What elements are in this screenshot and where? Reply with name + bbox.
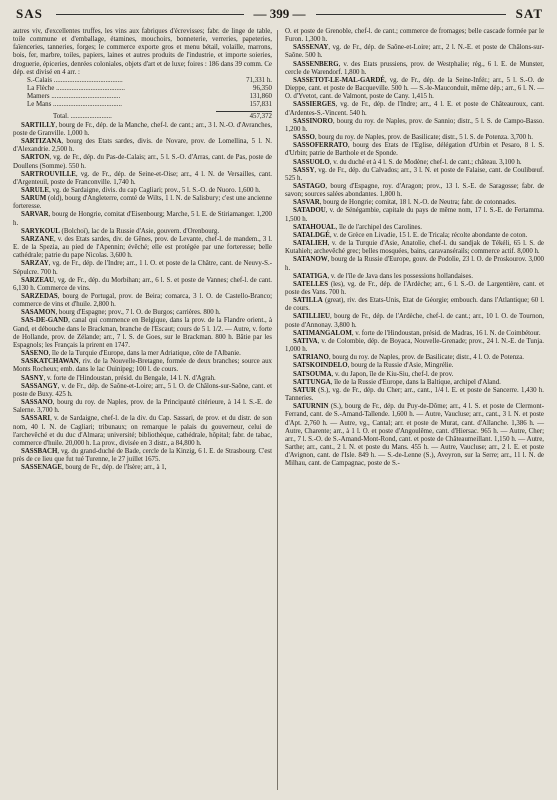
entry-headword: SASSBACH bbox=[21, 447, 58, 455]
entry-headword: SASSINORO bbox=[293, 117, 333, 125]
entry-text: , v. forte de l'Hindoustan, présid. de Madras, 16 l. N. de Coimbétour. bbox=[351, 329, 541, 337]
left-column bbox=[13, 28, 272, 472]
entry-headword: SASVAR bbox=[293, 199, 320, 207]
entry-headword: SATRIANO bbox=[293, 354, 329, 362]
dictionary-entry bbox=[285, 207, 544, 223]
entry-headword: SASENO bbox=[21, 350, 49, 358]
dictionary-entry bbox=[13, 464, 272, 472]
entry-text: , v. du Japon, île de Kiu-Siu, chef-l. de prov. bbox=[331, 370, 454, 378]
dictionary-entry bbox=[285, 371, 544, 379]
entry-text: , vg. de Fr., dép. de la Seine-Infér.; arr., 5 l. S.-O. de Dieppe, cant. et poste de Bacqueville. 500 h. — S.-le-Mauconduit, même dép.; arr., 6 l. N. — O. d'Yvetot, cant. de Valmont, poste de Cany. 1,415 h. bbox=[285, 76, 544, 101]
entry-headword: SATAHOUAL bbox=[293, 223, 336, 231]
page-number: — 399 — bbox=[253, 6, 306, 21]
entry-headword: SATATIGA bbox=[293, 272, 328, 280]
entry-text: , v. des Etats prussiens, prov. de Westphalie; rég., 6 l. E. de Munster, cercle de Warendorf. 1,800 h. bbox=[285, 60, 544, 76]
entry-headword: SASSENBERG bbox=[293, 60, 339, 68]
entry-headword: SATILLA bbox=[293, 297, 323, 305]
total-value: 457,372 bbox=[249, 112, 272, 120]
entry-headword: SASSY bbox=[293, 166, 315, 174]
entry-text: , bourg du roy. de Naples, prov. de Basilicate; distr., 4 l. O. de Potenza. bbox=[328, 354, 525, 362]
entry-text: , v. de Colombie, dép. de Boyaca, Nouvelle-Grenade; prov., 24 l. N.-E. de Tunja. 1,000 h. bbox=[285, 337, 544, 354]
entry-text: , bourg de la Russie d'Europe, gouv. de Podolie, 23 l. O. de Proskourov. 3,000 h. bbox=[285, 256, 544, 272]
entry-text: , v. de Sardaigne, chef-l. de la div. du Cap. Sassari, de prov. et du distr. de son nom, 40 l. N. de Cagliari; tribunaux; on remarque le palais du gouverneur, celui de l'archevêché et du duc d'Almara; université; bibliothèque, cathédrale, hôpital; fabr. de tabac, commerce d'huile. 20,000 h. La prov., divisée en 3 distr., a 84,800 h. bbox=[13, 415, 272, 447]
entry-headword: SARULE bbox=[21, 186, 49, 194]
entry-headword: SARTIZANA bbox=[21, 138, 62, 146]
right-column bbox=[285, 28, 544, 468]
entry-text: , v. de Fr., dép. de Saône-et-Loire; arr., 5 l. O. de Châlons-sur-Saône, cant. et poste de Buxy. 425 h. bbox=[13, 382, 272, 398]
entry-headword: SASSIERGES bbox=[293, 101, 336, 109]
entry-headword: SATELLES bbox=[293, 280, 329, 288]
dictionary-entry bbox=[285, 224, 544, 232]
dept-row: Mamers ........................................ 131,860 bbox=[27, 93, 272, 101]
entry-headword: SARTROUVILLE bbox=[21, 170, 76, 178]
dept-value: 131,860 bbox=[249, 93, 272, 101]
dept-name: Mamers bbox=[27, 93, 50, 101]
header-rule-right bbox=[316, 14, 506, 15]
entry-text: , v. de l'île de Java dans les possessions hollandaises. bbox=[327, 272, 473, 280]
column-divider bbox=[277, 30, 278, 790]
entry-text: , canal qui commence en Belgique, dans la prov. de la Flandre orient., à Gand, et débouche dans le Brackman, branche de l'Escaut; cours de 5 l. 1/2. — Autre, v. forte de Hollande, prov. de Zélande; arr., 7 l. S. de Goes, sur le Brackman. 800 h. Bâtie par les Espagnols; les Français la prirent en 1747. bbox=[13, 317, 272, 349]
dictionary-entry bbox=[285, 240, 544, 256]
dept-value: 157,831 bbox=[249, 101, 272, 109]
dept-name: Le Mans bbox=[27, 101, 52, 109]
entry-headword: SASSETOT-LE-MAL-GARDÉ bbox=[293, 76, 385, 84]
dictionary-entry bbox=[285, 232, 544, 240]
entry-headword: SATURNIN bbox=[293, 403, 329, 411]
entry-headword: SATIVA bbox=[293, 337, 318, 345]
entry-headword: SARTILLY bbox=[21, 121, 56, 129]
entry-headword: SASSENAGE bbox=[21, 464, 62, 472]
dictionary-entry bbox=[13, 236, 272, 260]
dictionary-entry bbox=[285, 77, 544, 101]
entry-text: , vg. de Fr., dép. de l'Indre; arr., 1 l. O. et poste de la Châtre, cant. de Neuvy-S.-Sépulcre. 700 h. bbox=[13, 260, 272, 276]
entry-text: , bourg de Fr., dép. de l'Isère; arr., à 1, bbox=[61, 464, 167, 472]
entry-text: , v. de la Turquie d'Asie, Anatolie, chef-l. du sandjak de Tékéli, 65 l. S. de Kutahieh; archevêché grec; belles mosquées, bains, caravansérails; commerce actif. 8,000 h. bbox=[285, 240, 544, 256]
entry-headword: SARZEDAS bbox=[21, 293, 58, 300]
dictionary-entry bbox=[285, 387, 544, 403]
entry-text: , bourg de Portugal, prov. de Beira; comarca, 3 l. O. de Castello-Branco; commerce de vins et d'huile. 2,800 h. bbox=[13, 293, 272, 309]
dictionary-entry bbox=[13, 309, 272, 317]
entry-text: , vg. du grand-duché de Bade, cercle de la Kinzig, 6 l. E. de Strasbourg. C'est près de ce lieu que fut tué Turenne, le 27 juillet 1675. bbox=[13, 447, 272, 464]
dictionary-entry bbox=[13, 399, 272, 415]
entry-text: , v. forte de l'Hindoustan, présid. du Bengale, 14 l. N. d'Agrah. bbox=[43, 374, 216, 382]
dictionary-entry bbox=[13, 195, 272, 211]
running-header bbox=[16, 6, 543, 26]
entry-text: , vg. de Fr., dép. du Calvados; arr., 3 l. N. et poste de Falaise, cant. de Coulibœuf. 525 h. bbox=[285, 166, 544, 182]
dictionary-entry bbox=[285, 44, 544, 60]
dictionary-entry bbox=[13, 277, 272, 293]
entry-headword: SATSKOINDELO bbox=[293, 362, 348, 370]
entry-headword: SATADOU bbox=[293, 207, 326, 215]
dictionary-entry bbox=[285, 199, 544, 207]
entry-headword: SARVAR bbox=[21, 211, 49, 219]
total-rule bbox=[216, 111, 272, 112]
dictionary-entry bbox=[13, 171, 272, 187]
dictionary-entry bbox=[13, 415, 272, 448]
entry-text: , bourg de la Russie d'Asie, Mingrélie. bbox=[347, 362, 454, 370]
dictionary-entry bbox=[13, 350, 272, 358]
dictionary-entry bbox=[285, 118, 544, 134]
entry-text: , île de l'archipel des Carolines. bbox=[335, 223, 423, 231]
entry-text: , v. des Etats sardes, div. de Gênes, prov. de Levante, chef-l. de mandem., 3 l. E. de la Spezia, au pied de l'Apennin; évêché; elle est protégée par une forteresse; belle cathédrale; patrie du pape Nicolas. 3,600 h. bbox=[13, 235, 272, 260]
dept-row: La Flèche ........................................ 96,350 bbox=[27, 85, 272, 93]
entry-text: , bourg d'Espagne; prov., 7 l. O. de Burgos; carrières. 800 h. bbox=[55, 309, 221, 317]
entry-text: , vg. de Fr., dép. du Morbihan; arr., 6 l. S. et poste de Vannes; chef-l. de cant. 6,130 h. Commerce de vins. bbox=[13, 276, 272, 292]
entry-headword: SASSENAY bbox=[293, 44, 329, 52]
entry-text: , vg. de Fr., dép. de l'Indre; arr., 4 l. E. et poste de Châteauroux, cant. d'Ardentes-S.-Vincent. 540 h. bbox=[285, 101, 544, 117]
entry-text: , bourg du roy. de Naples, prov. de la Principauté citérieure, à 14 l. S.-E. de Salerne. 3,700 h. bbox=[13, 399, 272, 415]
right-entries bbox=[285, 44, 544, 468]
left-entries bbox=[13, 122, 272, 473]
dept-value: 96,350 bbox=[253, 85, 272, 93]
entry-headword: SASKATCHAWAN bbox=[21, 358, 79, 366]
dictionary-entry bbox=[13, 260, 272, 276]
entry-text: , vg. de Fr., dép. du Pas-de-Calais; arr., 5 l. S.-O. d'Arras, cant. de Pas, poste de Doullens (Somme). 550 h. bbox=[13, 154, 272, 170]
entry-headword: SASSARI bbox=[21, 415, 51, 423]
entry-headword: SARZEAU bbox=[21, 276, 54, 284]
total-row: Total. ........................ 457,372 bbox=[53, 112, 272, 120]
entry-headword: SASAMON bbox=[21, 309, 56, 317]
dictionary-entry bbox=[285, 256, 544, 272]
dictionary-entry bbox=[285, 134, 544, 142]
entry-headword: SARTON bbox=[21, 154, 50, 162]
dictionary-entry bbox=[285, 354, 544, 362]
entry-headword: SATALDGÉ bbox=[293, 231, 330, 239]
dictionary-entry bbox=[13, 122, 272, 138]
dept-row: S.-Calais ........................................ 71,331 h. bbox=[27, 76, 272, 84]
dictionary-entry bbox=[285, 338, 544, 354]
entry-text: , v. de Grèce en Livadie, 15 l. E. de Tricala; récolte abondante de coton. bbox=[329, 231, 528, 239]
header-left-word: SAS bbox=[16, 6, 43, 21]
entry-text: (great), riv. des Etats-Unis, Etat de Géorgie; embouch. dans l'Atlantique; 60 l. de cours. bbox=[285, 297, 544, 313]
entry-text: (Bolchoï), lac de la Russie d'Asie, gouvern. d'Orenbourg. bbox=[59, 227, 220, 235]
entry-text: , riv. de la Nouvelle-Bretagne, formée de deux branches; source aux Monts Rocheux; emb. dans le lac Ouinipeg; 100 l. de cours. bbox=[13, 358, 272, 374]
total-label: Total bbox=[53, 112, 68, 120]
dictionary-entry bbox=[285, 101, 544, 117]
dictionary-entry bbox=[285, 61, 544, 77]
entry-text: , vg. de Fr., dép. de Seine-et-Oise; arr., 4 l. N. de Versailles, cant. d'Argenteuil, poste de Franconville. 1,740 h. bbox=[13, 170, 272, 186]
entry-text: , bourg de Hongrie; comitat, 18 l. N.-O. de Neutra; fabr. de cotonnades. bbox=[319, 199, 517, 207]
dictionary-entry bbox=[13, 154, 272, 170]
entry-text: (old), bourg d'Angleterre, comté de Wilts, 1 l. N. de Salisbury; c'est une ancienne forteresse. bbox=[13, 195, 272, 211]
dictionary-entry bbox=[285, 159, 544, 167]
entry-text: , bourg des Etats de l'Eglise, délégation d'Urbin et Pesaro, 8 l. S. d'Urbin; patrie de Barthole et de Sponde. bbox=[285, 142, 544, 158]
dictionary-entry bbox=[13, 228, 272, 236]
entry-headword: SASSOFERRATO bbox=[293, 142, 348, 150]
dictionary-entry bbox=[13, 317, 272, 350]
dictionary-entry bbox=[285, 362, 544, 370]
entry-text: , bourg du roy. de Naples, prov. de Sannio; distr., 5 l. S. de Campo-Basso. 1,200 h. bbox=[285, 117, 544, 133]
dept-row: Le Mans ........................................ 157,831 bbox=[27, 101, 272, 109]
dictionary-entry bbox=[13, 211, 272, 227]
dictionary-entry bbox=[13, 138, 272, 154]
entry-headword: SARYKOUL bbox=[21, 227, 60, 235]
entry-headword: SASTAGO bbox=[293, 182, 326, 190]
entry-headword: SATTUNGA bbox=[293, 378, 331, 386]
left-intro: autres viv, d'excellentes truffes, les vins aux fabriques d'écrevisses; fabr. de linge de table, toile commune et d'emballage, étamines, mouchoirs, bonneterie, verreries, papeteries, faïenceries, tanneries, forges; le commerce exporte gros et menu bétail, volaille, marrons, bois, fer, marbre, toiles, papiers, laines et autres produits de l'industrie, et importe soieries, droguerie, épiceries, denrées coloniales, objets d'art et de luxe; foires : 186 dans 39 comm. Ce dép. est divisé en 4 arr. : bbox=[13, 28, 272, 76]
dictionary-entry bbox=[285, 142, 544, 158]
dictionary-entry bbox=[285, 297, 544, 313]
entry-text: , bourg de Fr., dép. de la Manche, chef-l. de cant.; arr., 3 l. N.-O. d'Avranches, poste de Granville. 1,000 h. bbox=[13, 121, 272, 137]
dept-list bbox=[13, 77, 272, 121]
entry-headword: SASSUOLO bbox=[293, 158, 330, 166]
entry-text: , bourg de Hongrie, comitat d'Eisenbourg; Marche, 5 l. E. de Stiriamanger. 1,200 h. bbox=[13, 211, 272, 227]
entry-text: , île de la Russie d'Europe, dans la Baltique, archipel d'Aland. bbox=[330, 378, 501, 386]
entry-text: , v. du duché et à 4 l. S. de Modène; chef-l. de cant.; château. 3,100 h. bbox=[329, 158, 522, 166]
entry-headword: SATILLIEU bbox=[293, 313, 331, 321]
header-right-word: SAT bbox=[515, 6, 543, 21]
entry-headword: SARUM bbox=[21, 195, 47, 203]
dictionary-entry bbox=[285, 403, 544, 468]
entry-headword: SATIMANGALOM bbox=[293, 329, 352, 337]
dictionary-entry bbox=[285, 330, 544, 338]
entry-headword: SATALIEH bbox=[293, 240, 328, 248]
entry-headword: SATUR bbox=[293, 386, 316, 394]
dictionary-entry bbox=[285, 167, 544, 183]
entry-text: (les), vg. de Fr., dép. de l'Ardèche; arr., 6 l. S.-O. de Largentière, cant. et poste des Vans. 700 h. bbox=[285, 280, 544, 296]
entry-headword: SARZANE bbox=[21, 235, 54, 243]
dictionary-entry bbox=[13, 383, 272, 399]
entry-headword: SAS-DE-GAND bbox=[21, 317, 69, 325]
dictionary-entry bbox=[285, 281, 544, 297]
entry-headword: SATSOUMA bbox=[293, 370, 332, 378]
dictionary-entry bbox=[285, 379, 544, 387]
dictionary-entry bbox=[285, 273, 544, 281]
entry-text: , vg. de Sardaigne, divis. du cap Cagliari; prov., 5 l. S.-O. de Nuoro. 1,600 h. bbox=[48, 186, 261, 194]
entry-text: , île de la Turquie d'Europe, dans la mer Adriatique, côte de l'Albanie. bbox=[48, 350, 241, 358]
dept-name: S.-Calais bbox=[27, 76, 53, 84]
entry-text: , v. de Sénégambie, capitale du pays de même nom, 17 l. S.-E. de Fertamma. 1,500 h. bbox=[285, 207, 544, 223]
dictionary-entry bbox=[13, 293, 272, 309]
entry-headword: SATANOW bbox=[293, 256, 328, 264]
dictionary-entry bbox=[13, 358, 272, 374]
entry-text: , vg. de Fr., dép. de Saône-et-Loire; arr., 2 l. N.-E. et poste de Châlons-sur-Saône. 500 h. bbox=[285, 44, 544, 60]
dictionary-entry bbox=[13, 375, 272, 383]
dictionary-entry bbox=[13, 448, 272, 464]
entry-text: (S.), bourg de Fr., dép. du Puy-de-Dôme; arr., 4 l. S. et poste de Clermont-Ferrand, cant. de S.-Amand-Tallende. 1,600 h. — Autre, Vaucluse; arr., cant., 3 l. N. et poste d'Apt. 2,760 h. — Autre, vg., Cantal; arr. et poste de Murat, cant. d'Allanche. 1,386 h. — Autre, Charente; arr., à 1 l. O. et poste d'Angoulême, cant. d'Hiersac. 965 h. — Autre, Cher; arr., 7 l. S.-O. de S.-Amand-Mont-Rond, cant. et poste de Châteaumeillant. 1,150 h. — Autre, Sarthe; arr., cant., 2 l. N. et poste du Mans. 455 h. — Autre, Vaucluse; arr., 2 l. E. et poste d'Avignon, cant. de l'Isle. 849 h. — S.-de-Lenne (S.), Aveyron, sur la Serre; arr., 11 l. N. de Milhau, cant. de Campagnac, poste de S.- bbox=[285, 403, 544, 468]
entry-text: , bourg des Etats sardes, divis. de Novare, prov. de Lomellina, 5 l. N. d'Alexandrie. 2,500 h. bbox=[13, 138, 272, 154]
entry-text: (S.), vg. de Fr., dép. du Cher; arr., cant., 1/4 l. E. et poste de Sancerre. 1,430 h. Tanneries. bbox=[285, 386, 544, 403]
page-number-value: 399 bbox=[269, 6, 290, 21]
entry-headword: SARZAY bbox=[21, 260, 49, 268]
entry-headword: SASSANGY bbox=[21, 382, 58, 390]
dictionary-entry bbox=[285, 313, 544, 329]
entry-text: , bourg de Fr., dép. de l'Ardèche, chef-l. de cant.; arr., 10 l. O. de Tournon, poste d'Annonay. 3,800 h. bbox=[285, 313, 544, 329]
dept-value: 71,331 h. bbox=[246, 76, 272, 84]
dictionary-entry bbox=[13, 187, 272, 195]
dictionary-entry bbox=[285, 183, 544, 199]
entry-text: , bourg d'Espagne, roy. d'Aragon; prov., 13 l. S.-E. de Saragosse; fabr. de savon; sources salées abondantes. 1,800 h. bbox=[285, 182, 544, 199]
entry-headword: SASSANO bbox=[21, 399, 53, 407]
right-intro: O. et poste de Grenoble, chef-l. de cant.; commerce de fromages; belle cascade formée par le Furon. 1,300 h. bbox=[285, 28, 544, 44]
entry-headword: SASSO bbox=[293, 134, 315, 142]
entry-text: , bourg du roy. de Naples, prov. de Basilicate; distr., 5 l. S. de Potenza. 3,700 h. bbox=[314, 134, 533, 142]
dept-name: La Flèche bbox=[27, 85, 55, 93]
entry-headword: SASNY bbox=[21, 374, 44, 382]
